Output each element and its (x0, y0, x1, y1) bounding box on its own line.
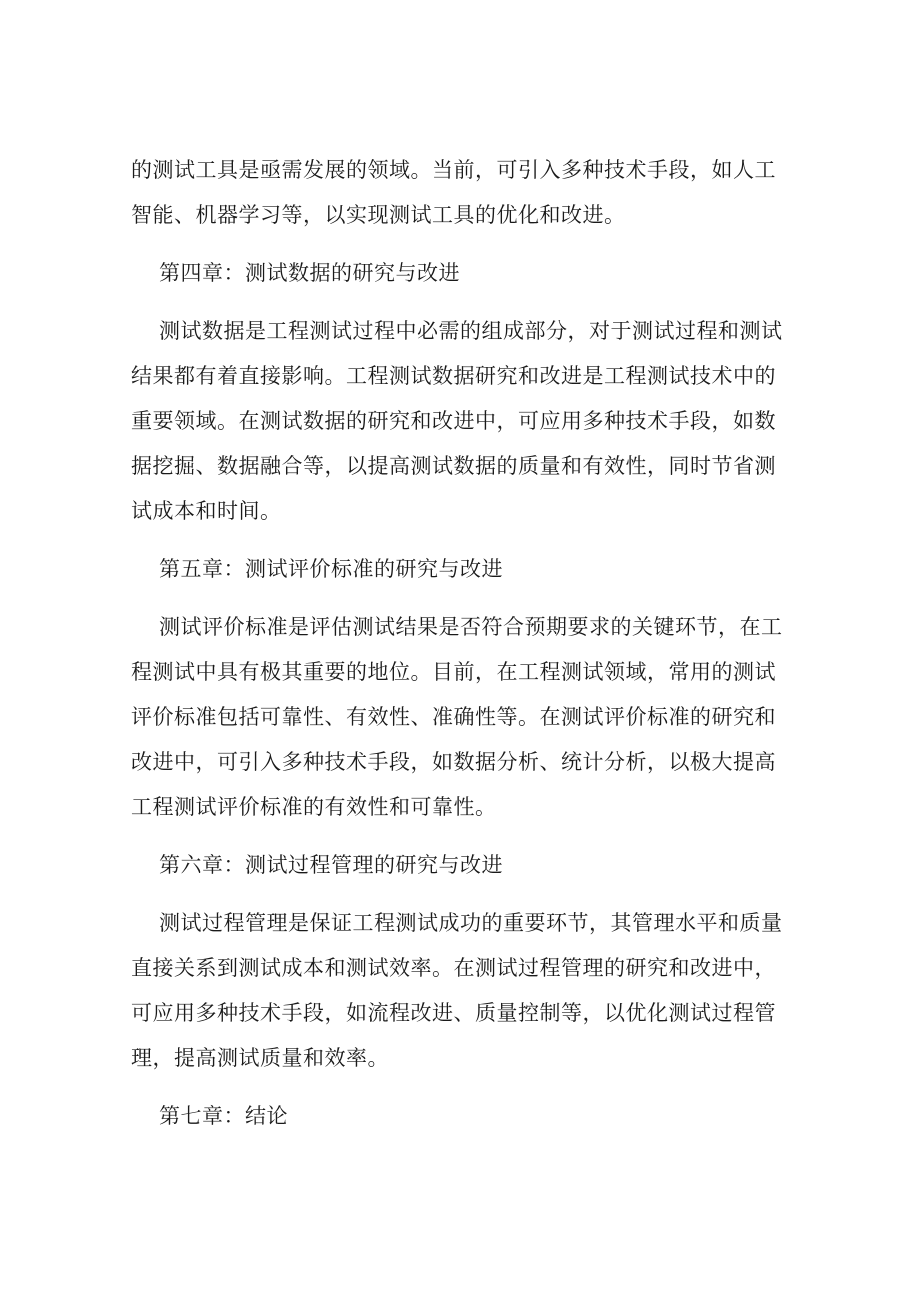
paragraph-4-line-1: 测试过程管理是保证工程测试成功的重要环节，其管理水平和质量 (159, 911, 783, 935)
chapter-4-heading: 第四章：测试数据的研究与改进 (159, 261, 460, 285)
paragraph-3-line-3: 评价标准包括可靠性、有效性、准确性等。在测试评价标准的研究和 (131, 705, 776, 729)
paragraph-3-line-5: 工程测试评价标准的有效性和可靠性。 (131, 795, 497, 819)
chapter-7-heading: 第七章：结论 (159, 1104, 288, 1128)
paragraph-2-line-5: 试成本和时间。 (131, 499, 282, 523)
paragraph-1-line-1: 的测试工具是亟需发展的领域。当前，可引入多种技术手段，如人工 (131, 158, 776, 182)
paragraph-3-line-2: 程测试中具有极其重要的地位。目前，在工程测试领域，常用的测试 (131, 660, 776, 684)
paragraph-2-line-2: 结果都有着直接影响。工程测试数据研究和改进是工程测试技术中的 (131, 364, 776, 388)
paragraph-2-line-3: 重要领域。在测试数据的研究和改进中，可应用多种技术手段，如数 (131, 409, 776, 433)
paragraph-2-line-1: 测试数据是工程测试过程中必需的组成部分，对于测试过程和测试 (159, 319, 783, 343)
chapter-6-heading: 第六章：测试过程管理的研究与改进 (159, 853, 503, 877)
paragraph-4-line-2: 直接关系到测试成本和测试效率。在测试过程管理的研究和改进中， (131, 956, 776, 980)
chapter-5-heading: 第五章：测试评价标准的研究与改进 (159, 557, 503, 581)
paragraph-3-line-1: 测试评价标准是评估测试结果是否符合预期要求的关键环节，在工 (159, 615, 783, 639)
paragraph-3-line-4: 改进中，可引入多种技术手段，如数据分析、统计分析，以极大提高 (131, 750, 776, 774)
paragraph-2-line-4: 据挖掘、数据融合等，以提高测试数据的质量和有效性，同时节省测 (131, 454, 776, 478)
paragraph-1-line-2: 智能、机器学习等，以实现测试工具的优化和改进。 (131, 203, 626, 227)
paragraph-4-line-4: 理，提高测试质量和效率。 (131, 1046, 389, 1070)
paragraph-4-line-3: 可应用多种技术手段，如流程改进、质量控制等，以优化测试过程管 (131, 1001, 776, 1025)
